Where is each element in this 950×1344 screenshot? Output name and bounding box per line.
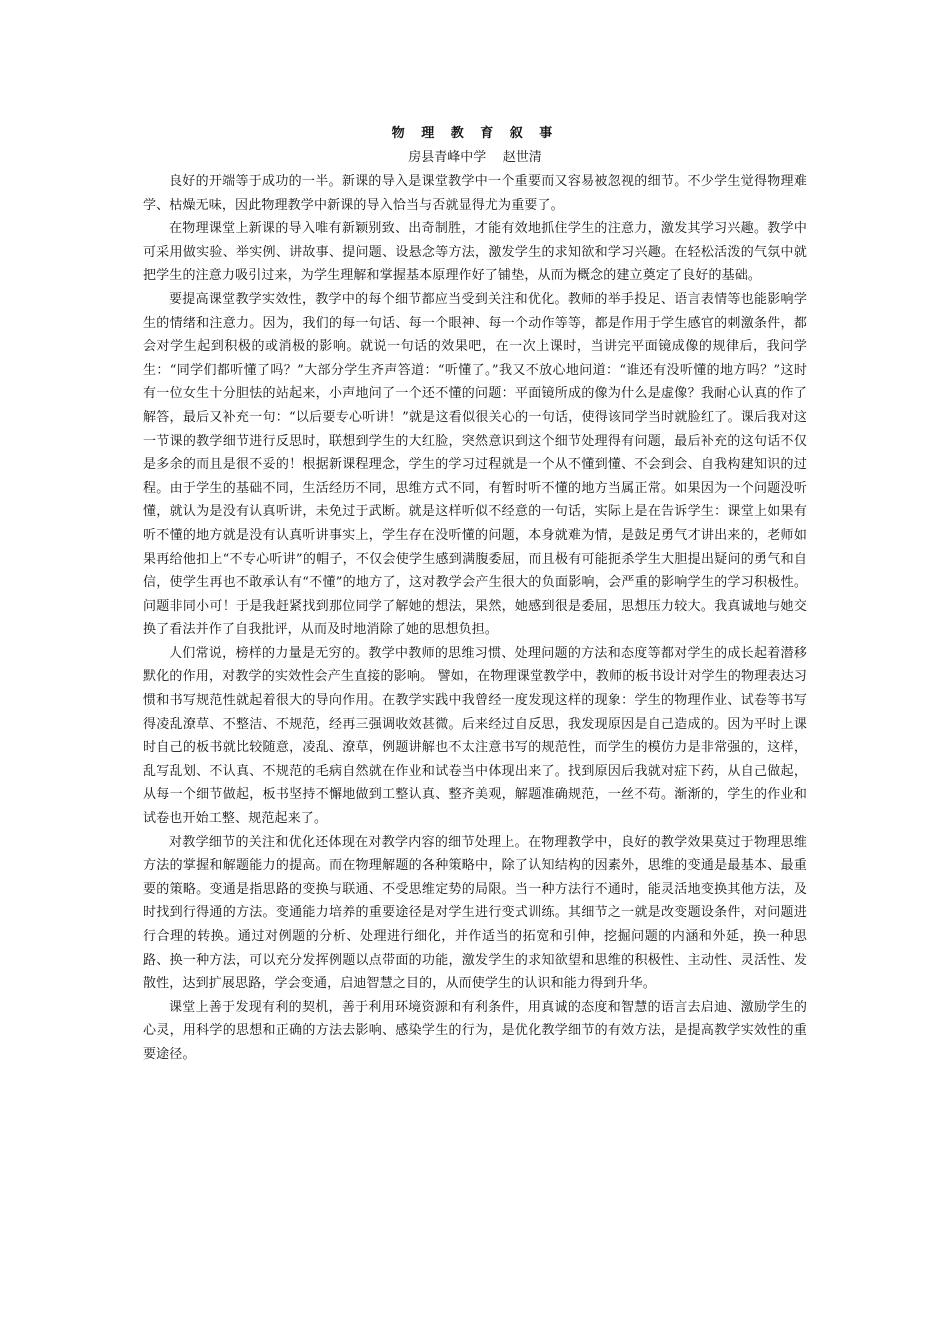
paragraph-3: 要提高课堂教学实效性，教学中的每个细节都应当受到关注和优化。教师的举手投足、语言表情等也能影响学生的情绪和注意力。因为，我们的每一句话、每一个眼神、每一个动作等等，都是作用于学生感官的刺激条件，都会对学生起到积极的或消极的影响。就说一句话的效果吧，在一次上课时，当讲完平面镜成像的规律后，我问学生：“同学们都听懂了吗？”大部分学生齐声答道：“听懂了。”我又不放心地问道：“谁还有没听懂的地方吗？”这时有一位女生十分胆怯的站起来，小声地问了一个还不懂的问题：平面镜所成的像为什么是虚像？我耐心认真的作了解答，最后又补充一句：“以后要专心听讲！”就是这看似很关心的一句话，使得该同学当时就脸红了。课后我对这一节课的教学细节进行反思时，联想到学生的大红脸，突然意识到这个细节处理得有问题，最后补充的这句话不仅是多余的而且是很不妥的！根据新课程理念，学生的学习过程就是一个从不懂到懂、不会到会、自我构建知识的过程。由于学生的基础不同，生活经历不同，思维方式不同，有暂时听不懂的地方当属正常。如果因为一个问题没听懂，就认为是没有认真听讲，未免过于武断。就是这样听似不经意的一句话，实际上是在告诉学生：课堂上如果有听不懂的地方就是没有认真听讲事实上，学生存在没听懂的问题，本身就难为情，是鼓足勇气才讲出来的，老师如果再给他扣上“不专心听讲”的帽子，不仅会使学生感到满腹委屈，而且极有可能扼杀学生大胆提出疑问的勇气和自信，使学生再也不敢承认有“不懂”的地方了，这对教学会产生很大的负面影响，会严重的影响学生的学习积极性。问题非同小可！于是我赶紧找到那位同学了解她的想法，果然，她感到很是委屈，思想压力较大。我真诚地与她交换了看法并作了自我批评，从而及时地消除了她的思想负担。 — [143, 291, 807, 638]
paragraph-5: 对教学细节的关注和优化还体现在对教学内容的细节处理上。在物理教学中，良好的教学效果莫过于物理思维方法的掌握和解题能力的提高。而在物理解题的各种策略中，除了认知结构的因素外，思维的变通是最基本、最重要的策略。变通是指思路的变换与联通、不受思维定势的局限。当一种方法行不通时，能灵活地变换其他方法，及时找到行得通的方法。变通能力培养的重要途径是对学生进行变式训练。其细节之一就是改变题设条件，对问题进行合理的转换。通过对例题的分析、处理进行细化，并作适当的拓宽和引伸，挖掘问题的内涵和外延，换一种思路、换一种方法，可以充分发挥例题以点带面的功能，激发学生的求知欲望和思维的积极性、主动性、灵活性、发散性，达到扩展思路，学会变通，启迪智慧之目的，从而使学生的认识和能力得到升华。 — [143, 834, 807, 992]
author-line: 房县青峰中学 赵世清 — [408, 150, 542, 165]
paragraph-1: 良好的开端等于成功的一半。新课的导入是课堂教学中一个重要而又容易被忽视的细节。不少学生觉得物理难学、枯燥无味，因此物理教学中新课的导入恰当与否就显得尤为重要了。 — [143, 174, 807, 213]
article-title: 物 理 教 育 叙 事 — [391, 126, 559, 141]
paragraph-2: 在物理课堂上新课的导入唯有新颖别致、出奇制胜，才能有效地抓住学生的注意力，激发其学习兴趣。教学中可采用做实验、举实例、讲故事、提问题、设悬念等方法，激发学生的求知欲和学习兴趣。在轻松活泼的气氛中就把学生的注意力吸引过来，为学生理解和掌握基本原理作好了铺垫，从而为概念的建立奠定了良好的基础。 — [143, 221, 807, 284]
article — [143, 120, 807, 1067]
paragraph-4: 人们常说，榜样的力量是无穷的。教学中教师的思维习惯、处理问题的方法和态度等都对学生的成长起着潜移默化的作用，对教学的实效性会产生直接的影响。 譬如，在物理课堂教学中，教师的板书设计对学生的物理表达习惯和书写规范性就起着很大的导向作用。在教学实践中我曾经一度发现这样的现象：学生的物理作业、试卷等书写得凌乱潦草、不整洁、不规范，经再三强调收效甚微。后来经过自反思，我发现原因是自己造成的。因为平时上课时自己的板书就比较随意，凌乱、潦草，例题讲解也不太注意书写的规范性，而学生的模仿力是非常强的，这样，乱写乱划、不认真、不规范的毛病自然就在作业和试卷当中体现出来了。找到原因后我就对症下药，从自己做起，从每一个细节做起，板书坚持不懈地做到工整认真、整齐美观，解题准确规范，一丝不苟。渐渐的，学生的作业和试卷也开始工整、规范起来了。 — [143, 645, 807, 827]
paragraph-6: 课堂上善于发现有利的契机，善于利用环境资源和有利条件，用真诚的态度和智慧的语言去启迪、激励学生的心灵，用科学的思想和正确的方法去影响、感染学生的行为，是优化教学细节的有效方法，是提高教学实效性的重要途径。 — [143, 999, 807, 1062]
